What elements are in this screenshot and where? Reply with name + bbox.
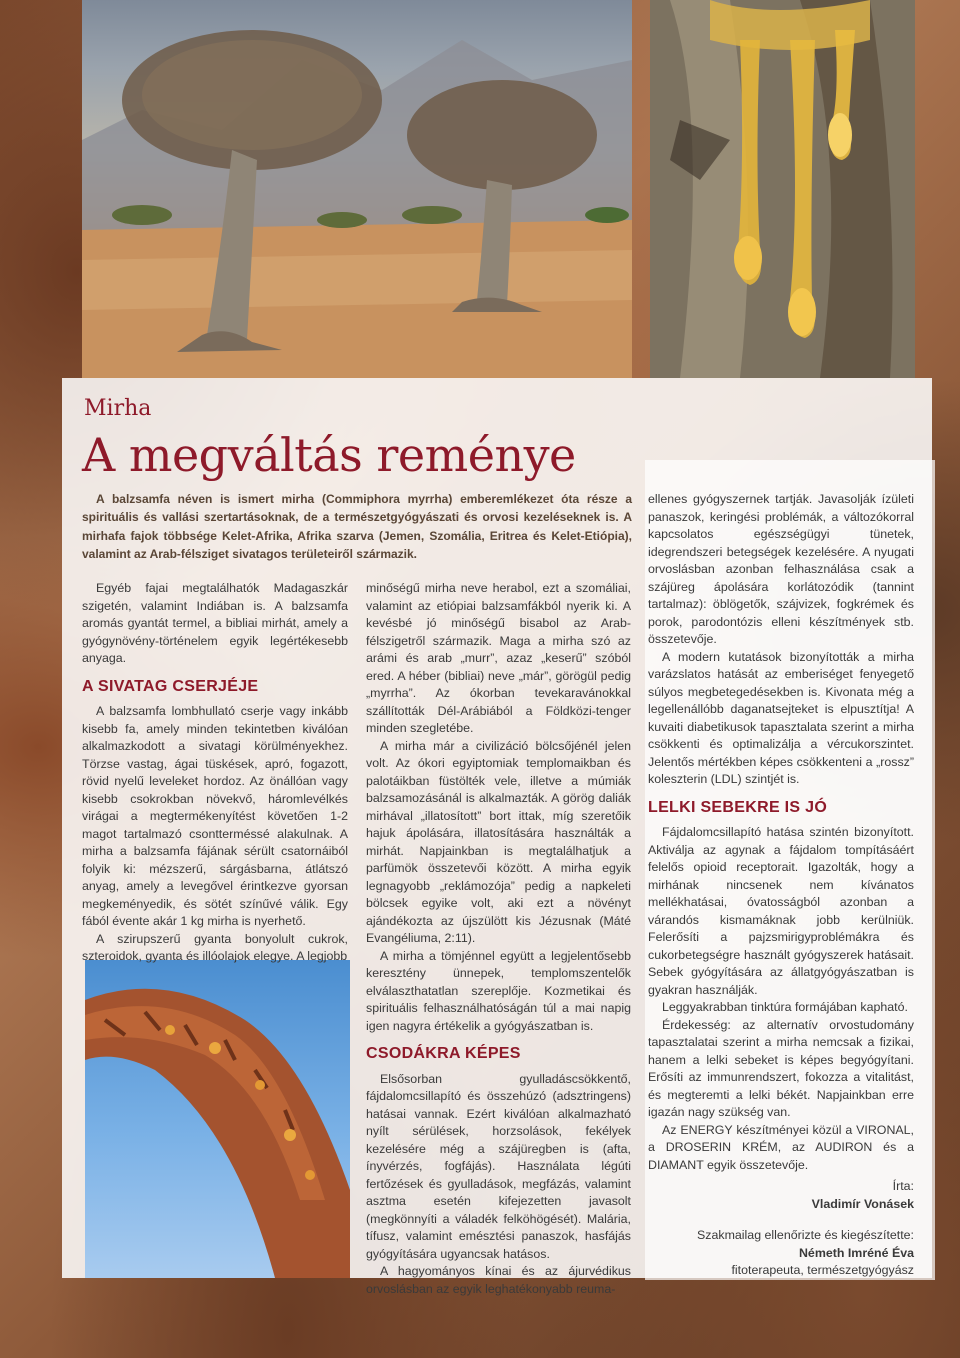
reviewer-name: Németh Imréné Éva [798,1245,914,1260]
paragraph: ellenes gyógyszernek tartják. Javasolják ízületi panaszok, keringési problémák, a változókorral kapcsolatos egészségügyi tünetek, idegrendszeri betegségek kezelésére. A nyugati orvoslásban azonban felhasználása csak a szájüreg ápolására korlátozódik (tannint tartalmaz): öblögetők, szájvizek, fogkrémek és porok, parodontózis elleni készítmények stb. összetevője. [648,492,914,646]
paragraph: Érdekesség: az alternatív orvostudomány tapasztalatai szerint a mirha nemcsak a fizikai, hanem a lelki sebeket is képes begyógyítani. Erősíti az immunrendszert, fokozza a vitalitást, és megteremti a lelki békét. Napjainkban erre igazán nagy szükség van. [648,1017,914,1119]
bark-resin-photo [85,960,350,1278]
column-2 [366,580,631,1298]
paragraph: A hagyományos kínai és az ájurvédikus orvoslásban az egyik leghatékonyabb reuma- [366,1264,631,1296]
reviewer-title: fitoterapeuta, természetgyógyász [731,1263,914,1277]
myrrh-trees-photo [82,0,632,378]
paragraph: Az ENERGY készítményei közül a VIRONAL, a DROSERIN KRÉM, az AUDIRON és a DIAMANT egyik összetevője. [648,1122,914,1172]
article-title: A megváltás reménye [82,428,576,482]
author-label: Írta: [892,1179,914,1193]
paragraph: A mirha már a civilizáció bölcsőjénél jelen volt. Az ókori egyiptomiak templomaikban és palotáikban füstölték vele, illetve a múmiák balzsamozásánál is alkalmazták. A görög daliák mirhával „illatosított” bort ittak, míg szeretőik hajuk ápolására, illatosítására használták a mirhát. Napjainkban is megtalálhatjuk a parfümök összetevői között. A mirha egyik legnagyobb „reklámozója” pedig a napkeleti bölcsek egyike volt, aki ezt a növényt ajándékozta az újszülött kis Jézusnak (Máté Evangéliuma, 2:11). [366,738,631,945]
paragraph: A balzsamfa lombhullató cserje vagy inkább kisebb fa, amely minden tekintetben kiválóan alkalmazkodott a sivatagi körülményekhez. Törzse vastag, ágai tüskések, apró, fogazott, rövid nyelű leveleket hordoz. Az önállóan vagy kisebb csokrokban növekvő, háromlevélkés virágai a megtermékenyítést követően 1-2 magot tartalmazó csontterméssé alakulnak. A mirha a balzsamfa fájának sérült csatornáiból folyik ki: mézszerű, sárgásbarna, átlátszó anyag, amely a levegővel érintkezve gyorsan megkeményedik, és sötét színűvé válik. Egy fából évente akár 1 kg mirha is nyerhető. [82,704,348,928]
paragraph: Egyéb fajai megtalálhatók Madagaszkár szigetén, valamint Indiában is. A balzsamfa aromás gyantát termel, a bibliai mirhát, amely a gyógynövény-történelem egyik legértékesebb anyaga. [82,581,348,665]
section-heading-desert-shrub: A SIVATAG CSERJÉJE [82,677,259,695]
section-heading-soul-wounds: LELKI SEBEKRE IS JÓ [648,798,828,816]
paragraph: Elsősorban gyulladáscsökkentő, fájdalomcsillapító és összehúzó (adsztringens) hatásai vannak. Ezért kiválóan alkalmazható nyílt sérülések, horzsolások, fekélyek kezelésére még a szájüregben is (afta, ínyvérzés, fogfájás). Használata légúti fertőzések és gyulladások, megfázás, valamint asztma esetén kifejezetten javasolt (megkönnyíti a váladék felköhögését). Malária, tífusz, valamint emésztési panaszok, hasfájás gyógyítására ugyancsak hatásos. [366,1071,631,1261]
paragraph: Fájdalomcsillapító hatása szintén bizonyított. Aktiválja az agynak a fájdalom tompításáért felelős opioid receptorait. Igazolták, hogy a mirhának nincsenek nem kívánatos mellékhatásai, óvatosságból azonban a várandós kismamáknak jobb kerülniük. Felerősíti a pajzsmirigyproblémákra és cukorbetegségre használt gyógyszerek hatásait. Sebek gyógyítására az állatgyógyászatban is gyakran használják. [648,825,914,997]
section-heading-miracles: CSODÁKRA KÉPES [366,1045,521,1062]
paragraph: Leggyakrabban tinktúra formájában kapható. [662,1000,908,1014]
article-lead [82,490,632,563]
resin-drops-photo [650,0,915,378]
paragraph: minőségű mirha neve herabol, ezt a szomáliai, valamint az etiópiai balzsamfákból nyerik ki. A kevésbé jó minőségű bisabol az Arab-félszigetről származik. Maga a mirha szó az arámi és arab „murr”, azaz „keserű” szóból ered. A héber (bibliai) neve „már”, görögül pedig „myrrha”. Az ókorban tevekaravánokkal szállították Dél-Arábiából a Földközi-tenger minden szegletébe. [366,581,631,735]
column-1 [82,580,348,966]
reviewer-label: Szakmailag ellenőrizte és kiegészítette: [697,1228,914,1242]
article-kicker: Mirha [84,396,152,421]
paragraph: A modern kutatások bizonyították a mirha varázslatos hatását az emberiséget fenyegető súlyos megbetegedésekben is. Kivonata még a legellenállóbb daganatsejteket is elpusztítja! A kuvaiti diabetikusok tapasztalata szerint a mirha csökkenti és optimalizálja a vércukorszintet. Jelentős mértékben képes csökkenteni a „rossz” koleszterin (LDL) szintjét is. [648,649,914,786]
paragraph: A szirupszerű gyanta bonyolult cukrok, szteroidok, gyanta és illóolajok elegye. A legjobb [82,931,348,963]
column-3 [648,491,914,1280]
author-name: Vladimír Vonásek [811,1196,914,1211]
lead-text: A balzsamfa néven is ismert mirha (Commiphora myrrha) emberemlékezet óta része a spirituális és vallási szertartásoknak, de a természetgyógyászati és orvosi kezeléseknek is. A mirhafa fajok többsége Kelet-Afrika, Afrika szarva (Jemen, Szomália, Eritrea és Kelet-Etiópia), valamint az Arab-félsziget sivatagos területeiről származik. [82,492,632,561]
paragraph: A mirha a tömjénnel együtt a legjelentősebb keresztény ünnepek, templomszentelők elválaszthatatlan szereplője. Kozmetikai és spirituális felhasználhatóságán túl a mai napig igen nagyra értékelik a gyógyászatban is. [366,948,631,1033]
